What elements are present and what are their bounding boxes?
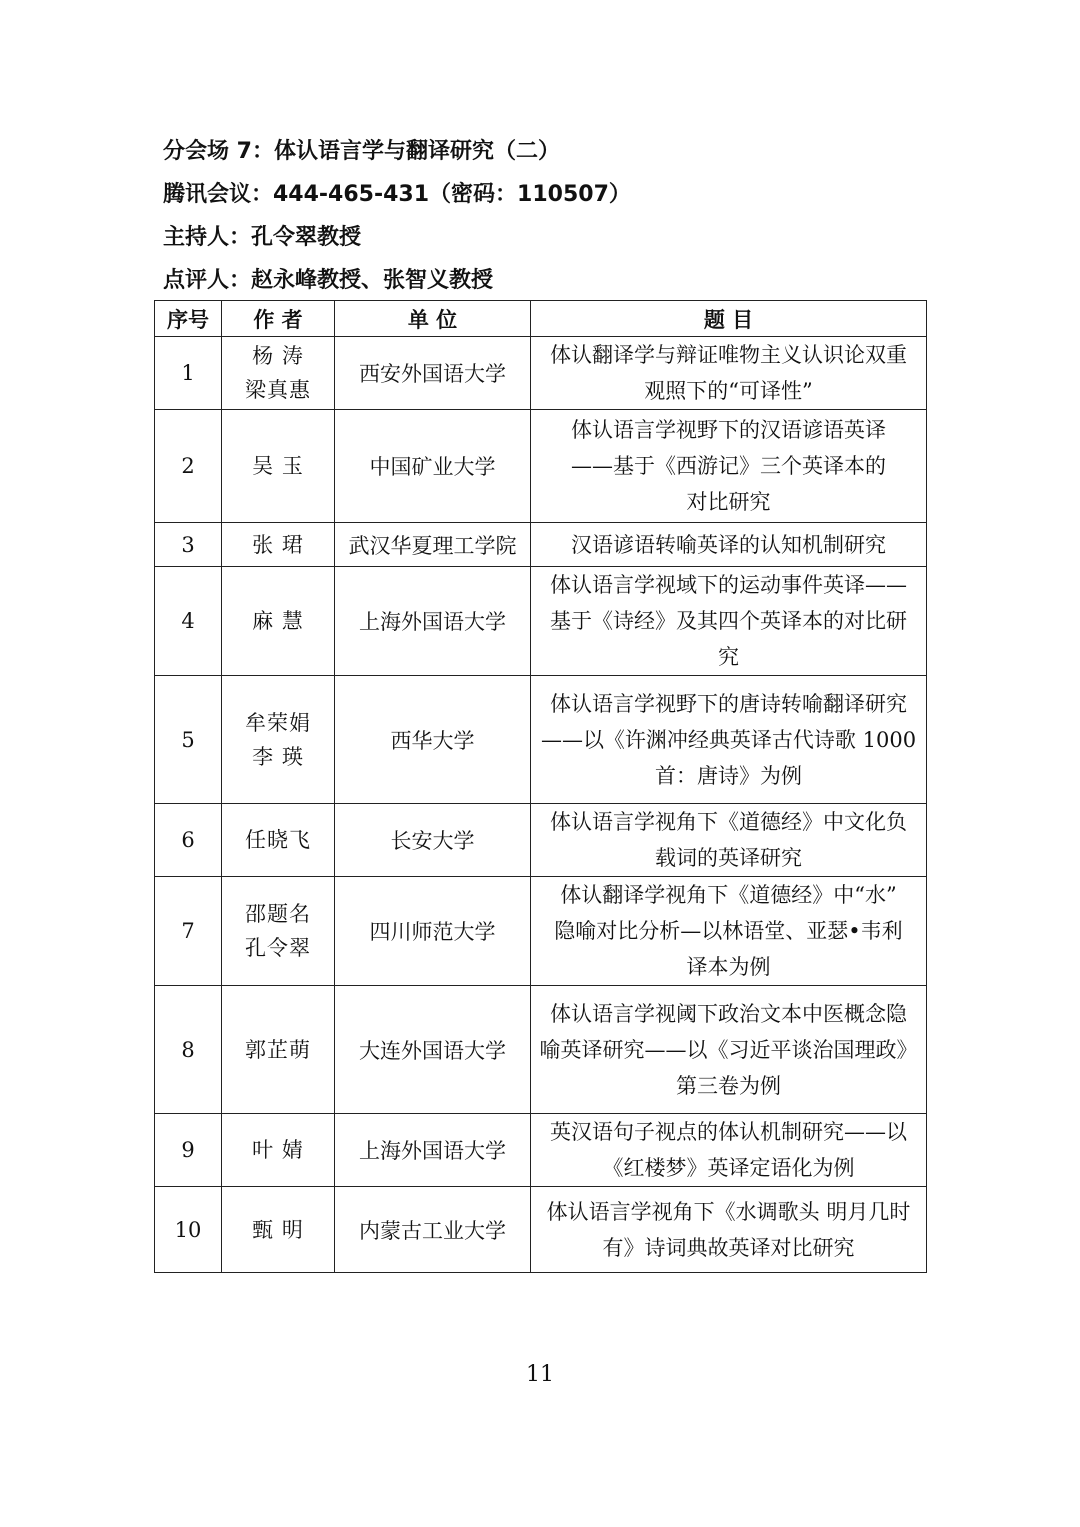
author-name: 叶 婧: [252, 1138, 304, 1162]
table-row: [155, 804, 927, 877]
row-title: [531, 986, 927, 1114]
row-unit: 上海外国语大学: [335, 567, 531, 676]
title-line: 体认语言学视野下的唐诗转喻翻译研究: [550, 691, 907, 716]
schedule-table: [154, 300, 927, 1273]
table-row: [155, 337, 927, 410]
title-line: 有》诗词典故英译对比研究: [602, 1235, 855, 1260]
title-line: 基于《诗经》及其四个英译本的对比研: [550, 609, 907, 633]
author-name: 孔令翠: [245, 936, 311, 960]
author-name: 吴 玉: [252, 454, 304, 478]
row-authors: [222, 410, 335, 523]
row-number: 2: [155, 410, 222, 523]
row-authors: [222, 523, 335, 567]
row-number: 9: [155, 1114, 222, 1187]
row-unit: 西华大学: [335, 676, 531, 804]
title-line: ——以《许渊冲经典英译古代诗歌 1000: [540, 727, 917, 752]
col-header-unit: 单 位: [335, 301, 531, 337]
table-row: [155, 1114, 927, 1187]
row-number: 7: [155, 877, 222, 986]
row-number: 4: [155, 567, 222, 676]
row-authors: [222, 1187, 335, 1273]
page-number: 11: [526, 1362, 554, 1387]
row-number: 3: [155, 523, 222, 567]
title-line: 汉语谚语转喻英译的认知机制研究: [571, 532, 886, 557]
title-line: 体认语言学视阈下政治文本中医概念隐: [550, 1001, 907, 1026]
row-unit: 上海外国语大学: [335, 1114, 531, 1187]
table-row: [155, 676, 927, 804]
title-line: 隐喻对比分析—以林语堂、亚瑟•韦利: [554, 919, 903, 943]
row-title: [531, 567, 927, 676]
row-unit: 西安外国语大学: [335, 337, 531, 410]
row-title: [531, 676, 927, 804]
row-number: 8: [155, 986, 222, 1114]
row-title: [531, 804, 927, 877]
title-line: 对比研究: [686, 490, 771, 514]
author-name: 梁真惠: [245, 378, 311, 402]
author-name: 麻 慧: [252, 609, 304, 633]
row-number: 5: [155, 676, 222, 804]
title-line: 体认语言学视域下的运动事件英译——: [550, 573, 907, 597]
author-name: 张 珺: [252, 532, 304, 557]
row-title: [531, 1187, 927, 1273]
session-title: 分会场 7：体认语言学与翻译研究（二）: [163, 139, 560, 164]
title-line: 体认翻译学视角下《道德经》中“水”: [560, 883, 897, 907]
host-line: 主持人：孔令翠教授: [163, 225, 362, 250]
row-title: [531, 410, 927, 523]
reviewers-line: 点评人：赵永峰教授、张智义教授: [163, 268, 494, 293]
title-line: ——基于《西游记》三个英译本的: [571, 454, 886, 478]
author-name: 牟荣娟: [245, 710, 311, 735]
title-line: 《红楼梦》英译定语化为例: [602, 1156, 855, 1180]
table-row: [155, 567, 927, 676]
title-line: 体认翻译学与辩证唯物主义认识论双重: [550, 343, 907, 367]
author-name: 李 瑛: [252, 744, 304, 769]
title-line: 英汉语句子视点的体认机制研究——以: [550, 1120, 907, 1144]
title-line: 体认语言学视角下《道德经》中文化负: [550, 810, 907, 834]
row-title: [531, 1114, 927, 1187]
table-row: [155, 523, 927, 567]
row-authors: [222, 986, 335, 1114]
table-body: [155, 337, 927, 1273]
title-line: 体认语言学视角下《水调歌头 明月几时: [546, 1199, 911, 1224]
table-row: [155, 986, 927, 1114]
author-name: 邵题名: [245, 902, 311, 926]
table-row: [155, 1187, 927, 1273]
row-title: [531, 877, 927, 986]
row-authors: [222, 1114, 335, 1187]
row-unit: 武汉华夏理工学院: [335, 523, 531, 567]
col-header-author: 作 者: [222, 301, 335, 337]
author-name: 任晓飞: [245, 828, 311, 852]
row-authors: [222, 676, 335, 804]
row-unit: 四川师范大学: [335, 877, 531, 986]
col-header-title: 题 目: [531, 301, 927, 337]
author-name: 郭芷萌: [245, 1037, 311, 1062]
row-authors: [222, 804, 335, 877]
title-line: 载词的英译研究: [655, 846, 802, 870]
row-number: 10: [155, 1187, 222, 1273]
table-row: [155, 877, 927, 986]
meeting-info: 腾讯会议：444-465-431（密码：110507）: [163, 182, 631, 207]
title-line: 观照下的“可译性”: [644, 379, 813, 403]
row-unit: 大连外国语大学: [335, 986, 531, 1114]
row-unit: 中国矿业大学: [335, 410, 531, 523]
row-unit: 内蒙古工业大学: [335, 1187, 531, 1273]
title-line: 第三卷为例: [676, 1073, 781, 1098]
table-row: [155, 410, 927, 523]
session-header: [163, 137, 943, 309]
row-number: 6: [155, 804, 222, 877]
row-title: [531, 337, 927, 410]
title-line: 喻英译研究——以《习近平谈治国理政》: [539, 1037, 918, 1062]
title-line: 究: [718, 645, 739, 669]
row-authors: [222, 337, 335, 410]
author-name: 甄 明: [252, 1217, 304, 1242]
col-header-number: 序号: [155, 301, 222, 337]
row-unit: 长安大学: [335, 804, 531, 877]
title-line: 体认语言学视野下的汉语谚语英译: [571, 418, 886, 442]
table-header-row: [155, 301, 927, 337]
row-authors: [222, 877, 335, 986]
row-title: [531, 523, 927, 567]
title-line: 首：唐诗》为例: [655, 763, 802, 788]
row-authors: [222, 567, 335, 676]
row-number: 1: [155, 337, 222, 410]
title-line: 译本为例: [686, 955, 771, 979]
author-name: 杨 涛: [252, 344, 304, 368]
